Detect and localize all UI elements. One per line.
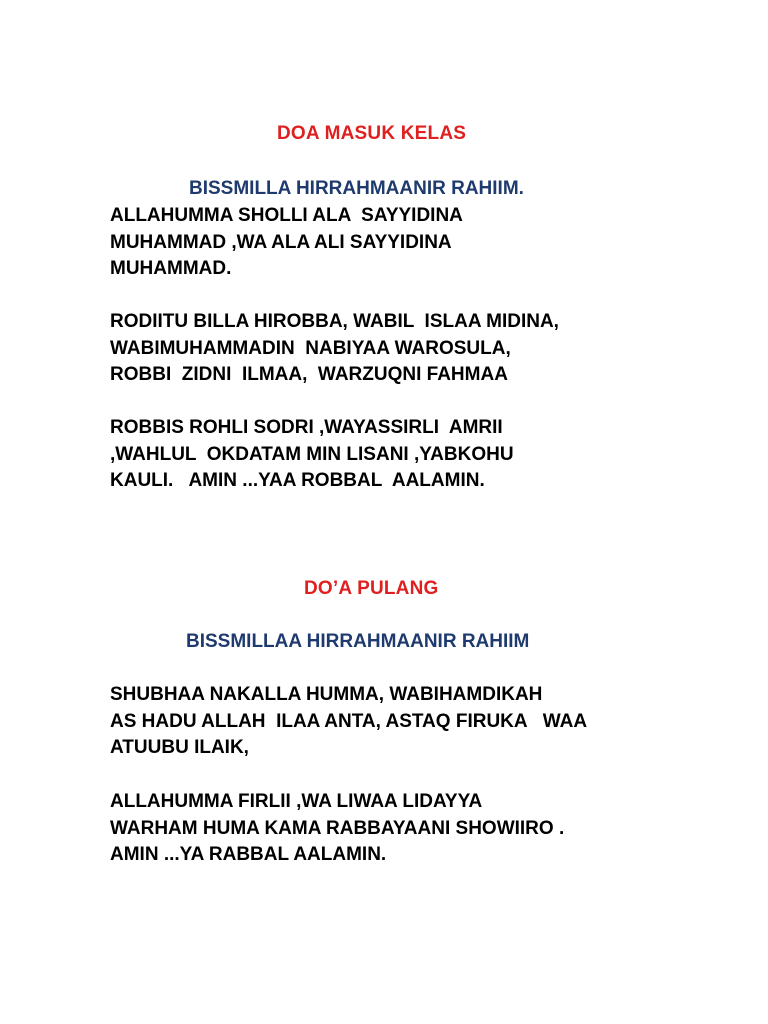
text-line: AS HADU ALLAH ILAA ANTA, ASTAQ FIRUKA WAA	[110, 710, 588, 732]
section-2-basmala: BISSMILLAA HIRRAHMAANIR RAHIIM	[186, 631, 530, 652]
section-1-basmala: BISSMILLA HIRRAHMAANIR RAHIIM.	[189, 178, 524, 199]
section-1-paragraph-3	[110, 415, 514, 495]
text-line: ,WAHLUL OKDATAM MIN LISANI ,YABKOHU	[110, 443, 514, 465]
text-line: RODIITU BILLA HIROBBA, WABIL ISLAA MIDINA,	[110, 311, 559, 332]
text-line: AMIN ...YA RABBAL AALAMIN.	[110, 844, 387, 865]
section-1-title: DOA MASUK KELAS	[277, 123, 467, 144]
text-line: ALLAHUMMA SHOLLI ALA SAYYIDINA	[110, 205, 463, 226]
text-line: MUHAMMAD.	[110, 258, 232, 279]
text-line: ALLAHUMMA FIRLII ,WA LIWAA LIDAYYA	[110, 791, 483, 812]
section-2-paragraph-2	[110, 789, 564, 869]
text-line: MUHAMMAD ,WA ALA ALI SAYYIDINA	[110, 231, 452, 253]
section-1-paragraph-2	[110, 309, 559, 389]
text-line: WABIMUHAMMADIN NABIYAA WAROSULA,	[110, 337, 511, 359]
text-line: ATUUBU ILAIK,	[110, 737, 249, 758]
text-line: WARHAM HUMA KAMA RABBAYAANI SHOWIIRO .	[110, 817, 565, 839]
section-1-paragraph-1	[110, 203, 463, 283]
text-line: ROBBIS ROHLI SODRI ,WAYASSIRLI AMRII	[110, 417, 503, 438]
section-2-paragraph-1	[110, 682, 587, 762]
text-line: SHUBHAA NAKALLA HUMMA, WABIHAMDIKAH	[110, 684, 543, 705]
text-line: ROBBI ZIDNI ILMAA, WARZUQNI FAHMAA	[110, 364, 508, 385]
section-2-title: DO’A PULANG	[304, 578, 439, 599]
text-line: KAULI. AMIN ...YAA ROBBAL AALAMIN.	[110, 470, 485, 491]
